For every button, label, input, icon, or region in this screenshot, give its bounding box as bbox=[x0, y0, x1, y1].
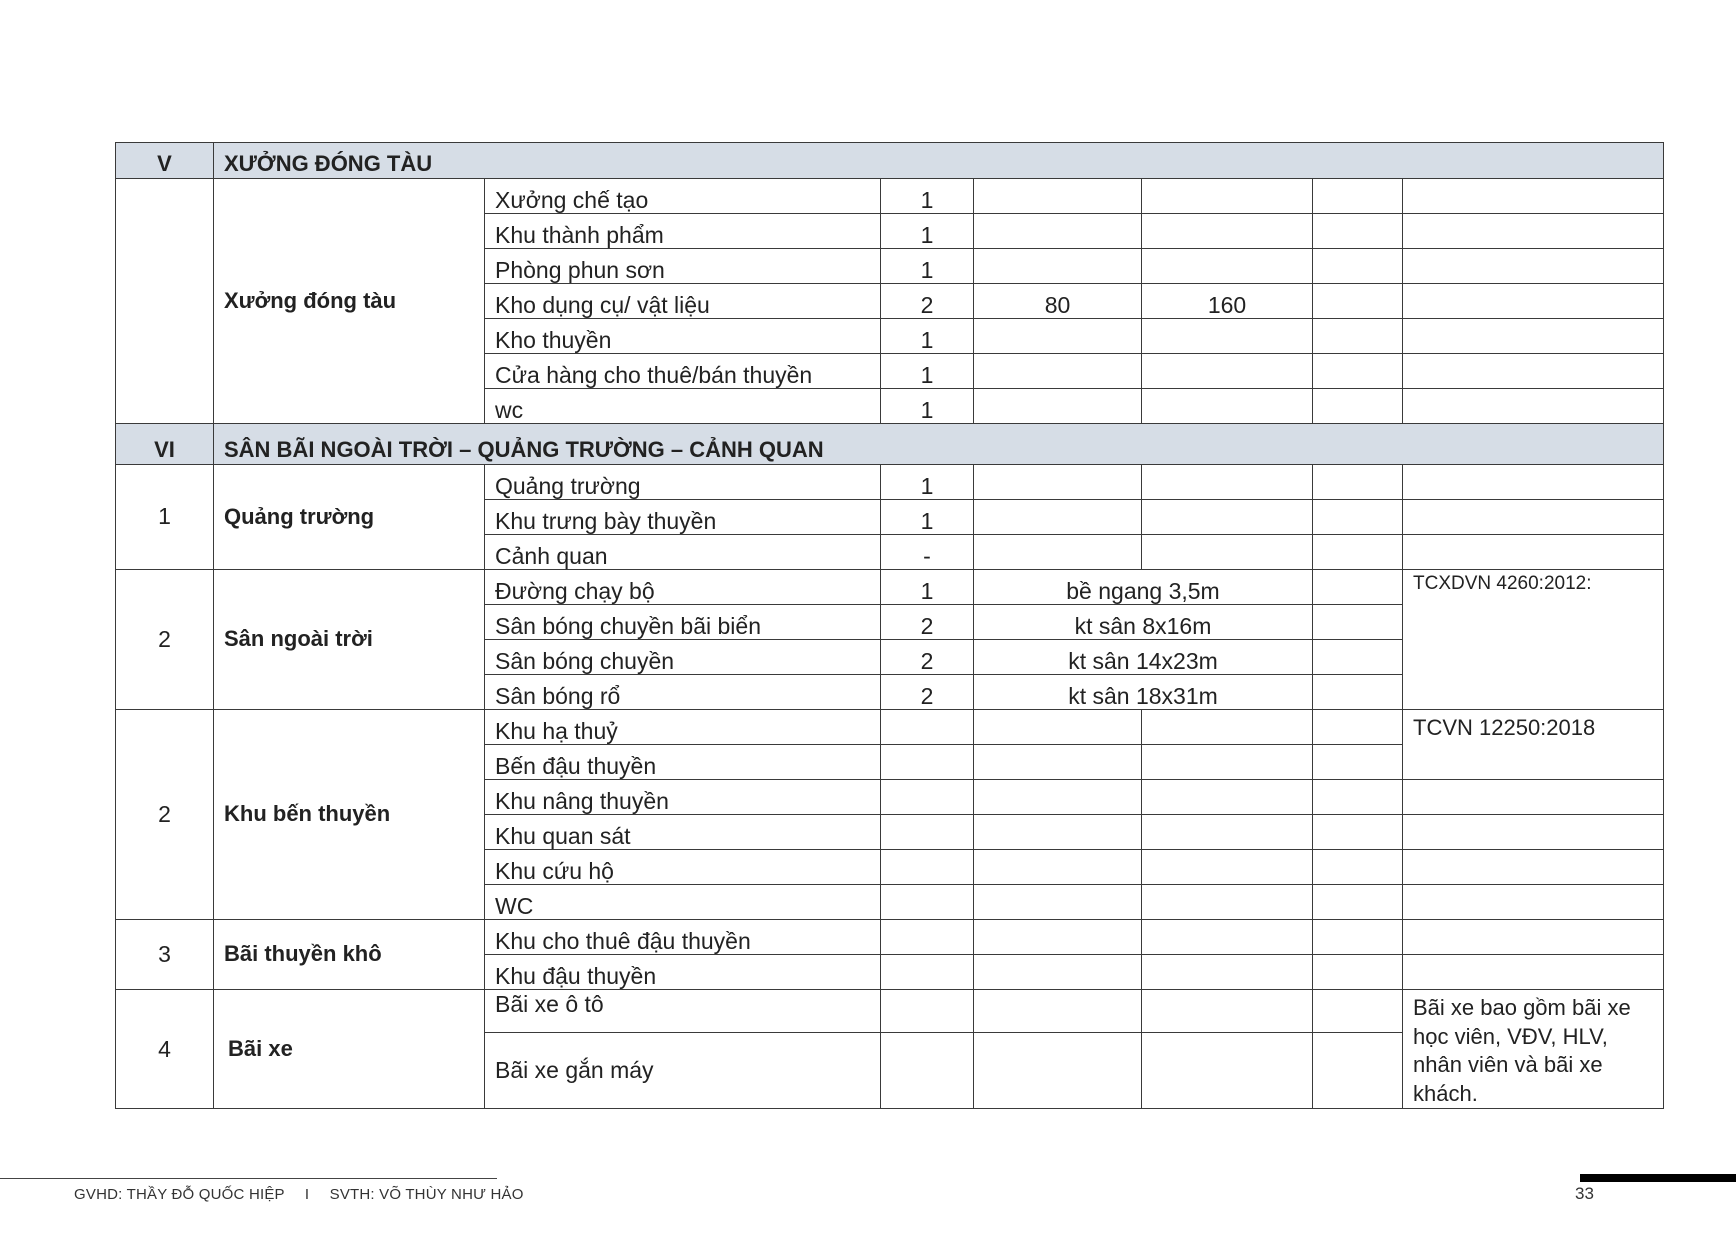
item-qty: 2 bbox=[881, 675, 974, 710]
item-note bbox=[1403, 319, 1664, 354]
footer-svth: SVTH: VÕ THÙY NHƯ HẢO bbox=[329, 1186, 524, 1203]
item-area bbox=[974, 179, 1142, 214]
item-area bbox=[974, 885, 1142, 920]
item-extra bbox=[1313, 249, 1403, 284]
item-area bbox=[974, 500, 1142, 535]
item-extra bbox=[1313, 500, 1403, 535]
item-note bbox=[1403, 389, 1664, 424]
item-total: 160 bbox=[1142, 284, 1313, 319]
item-area bbox=[974, 389, 1142, 424]
item-spec: kt sân 18x31m bbox=[974, 675, 1313, 710]
item-area bbox=[974, 745, 1142, 780]
item-spec: bề ngang 3,5m bbox=[974, 570, 1313, 605]
item-area: 80 bbox=[974, 284, 1142, 319]
item-name: Sân bóng chuyền bbox=[485, 640, 881, 675]
item-name: Khu cho thuê đậu thuyền bbox=[485, 920, 881, 955]
item-note bbox=[1403, 249, 1664, 284]
item-name: Sân bóng rổ bbox=[485, 675, 881, 710]
group-index: 4 bbox=[116, 990, 214, 1109]
group-note: TCVN 12250:2018 bbox=[1403, 710, 1664, 780]
item-extra bbox=[1313, 885, 1403, 920]
item-extra bbox=[1313, 214, 1403, 249]
item-name: Khu nâng thuyền bbox=[485, 780, 881, 815]
item-name: Xưởng chế tạo bbox=[485, 179, 881, 214]
item-extra bbox=[1313, 780, 1403, 815]
item-total bbox=[1142, 850, 1313, 885]
item-qty: 1 bbox=[881, 354, 974, 389]
item-name: Khu hạ thuỷ bbox=[485, 710, 881, 745]
table-row bbox=[116, 465, 1664, 500]
item-qty: 1 bbox=[881, 570, 974, 605]
group-index: 1 bbox=[116, 465, 214, 570]
item-total bbox=[1142, 500, 1313, 535]
item-area bbox=[974, 535, 1142, 570]
group-name: Xưởng đóng tàu bbox=[214, 179, 485, 424]
footer-separator: I bbox=[304, 1186, 310, 1203]
item-extra bbox=[1313, 920, 1403, 955]
item-name: Khu trưng bày thuyền bbox=[485, 500, 881, 535]
item-name: Khu cứu hộ bbox=[485, 850, 881, 885]
item-name: Phòng phun sơn bbox=[485, 249, 881, 284]
item-note bbox=[1403, 850, 1664, 885]
group-note: TCXDVN 4260:2012: bbox=[1403, 570, 1664, 710]
item-extra bbox=[1313, 535, 1403, 570]
item-qty bbox=[881, 920, 974, 955]
item-note bbox=[1403, 284, 1664, 319]
table-row bbox=[116, 179, 1664, 214]
item-qty bbox=[881, 885, 974, 920]
item-qty bbox=[881, 990, 974, 1033]
item-note bbox=[1403, 885, 1664, 920]
item-qty: 2 bbox=[881, 605, 974, 640]
item-extra bbox=[1313, 605, 1403, 640]
item-total bbox=[1142, 179, 1313, 214]
item-extra bbox=[1313, 745, 1403, 780]
item-name: WC bbox=[485, 885, 881, 920]
item-extra bbox=[1313, 850, 1403, 885]
item-qty: 1 bbox=[881, 465, 974, 500]
program-table bbox=[115, 142, 1664, 1109]
item-note bbox=[1403, 780, 1664, 815]
item-note bbox=[1403, 815, 1664, 850]
section-number: V bbox=[116, 143, 214, 179]
item-note bbox=[1403, 535, 1664, 570]
item-qty bbox=[881, 850, 974, 885]
item-name: Bến đậu thuyền bbox=[485, 745, 881, 780]
item-area bbox=[974, 214, 1142, 249]
item-total bbox=[1142, 249, 1313, 284]
item-area bbox=[974, 249, 1142, 284]
footer-gvhd: GVHD: THẦY ĐỖ QUỐC HIỆP bbox=[74, 1186, 285, 1203]
footer-rule bbox=[0, 1178, 497, 1179]
group-name: Bãi xe bbox=[214, 990, 485, 1109]
item-total bbox=[1142, 780, 1313, 815]
item-name: Bãi xe ô tô bbox=[485, 990, 881, 1033]
item-extra bbox=[1313, 1033, 1403, 1109]
group-index: 2 bbox=[116, 710, 214, 920]
item-total bbox=[1142, 710, 1313, 745]
item-area bbox=[974, 1033, 1142, 1109]
item-qty: 2 bbox=[881, 284, 974, 319]
group-index bbox=[116, 179, 214, 424]
item-extra bbox=[1313, 319, 1403, 354]
item-name: Quảng trường bbox=[485, 465, 881, 500]
item-area bbox=[974, 815, 1142, 850]
item-area bbox=[974, 955, 1142, 990]
item-note bbox=[1403, 465, 1664, 500]
group-index: 3 bbox=[116, 920, 214, 990]
item-area bbox=[974, 850, 1142, 885]
item-extra bbox=[1313, 955, 1403, 990]
group-name: Bãi thuyền khô bbox=[214, 920, 485, 990]
section-title: SÂN BÃI NGOÀI TRỜI – QUẢNG TRƯỜNG – CẢNH QUAN bbox=[214, 424, 1664, 465]
item-area bbox=[974, 710, 1142, 745]
item-note bbox=[1403, 955, 1664, 990]
item-extra bbox=[1313, 179, 1403, 214]
item-qty: 1 bbox=[881, 249, 974, 284]
group-name: Quảng trường bbox=[214, 465, 485, 570]
item-name: Kho thuyền bbox=[485, 319, 881, 354]
item-area bbox=[974, 319, 1142, 354]
item-note bbox=[1403, 354, 1664, 389]
item-name: wc bbox=[485, 389, 881, 424]
item-qty bbox=[881, 710, 974, 745]
section-number: VI bbox=[116, 424, 214, 465]
item-qty: 1 bbox=[881, 214, 974, 249]
item-name: Khu đậu thuyền bbox=[485, 955, 881, 990]
item-total bbox=[1142, 745, 1313, 780]
item-extra bbox=[1313, 354, 1403, 389]
item-qty bbox=[881, 780, 974, 815]
item-extra bbox=[1313, 675, 1403, 710]
item-spec: kt sân 8x16m bbox=[974, 605, 1313, 640]
page-number-bar bbox=[1580, 1174, 1736, 1182]
item-total bbox=[1142, 1033, 1313, 1109]
item-area bbox=[974, 990, 1142, 1033]
table-row bbox=[116, 920, 1664, 955]
item-area bbox=[974, 354, 1142, 389]
item-extra bbox=[1313, 284, 1403, 319]
item-extra bbox=[1313, 990, 1403, 1033]
item-qty: 2 bbox=[881, 640, 974, 675]
item-extra bbox=[1313, 710, 1403, 745]
item-total bbox=[1142, 955, 1313, 990]
item-qty bbox=[881, 1033, 974, 1109]
item-qty bbox=[881, 745, 974, 780]
item-name: Cảnh quan bbox=[485, 535, 881, 570]
item-name: Sân bóng chuyền bãi biển bbox=[485, 605, 881, 640]
section-title: XƯỞNG ĐÓNG TÀU bbox=[214, 143, 1664, 179]
group-index: 2 bbox=[116, 570, 214, 710]
item-total bbox=[1142, 990, 1313, 1033]
item-total bbox=[1142, 319, 1313, 354]
item-total bbox=[1142, 389, 1313, 424]
page-number: 33 bbox=[1575, 1184, 1594, 1203]
item-spec: kt sân 14x23m bbox=[974, 640, 1313, 675]
group-note: Bãi xe bao gồm bãi xe học viên, VĐV, HLV, nhân viên và bãi xe khách. bbox=[1403, 990, 1664, 1109]
item-qty: 1 bbox=[881, 179, 974, 214]
group-name: Sân ngoài trời bbox=[214, 570, 485, 710]
item-qty: 1 bbox=[881, 319, 974, 354]
item-extra bbox=[1313, 815, 1403, 850]
item-area bbox=[974, 465, 1142, 500]
table-row bbox=[116, 570, 1664, 605]
item-extra bbox=[1313, 570, 1403, 605]
item-qty bbox=[881, 815, 974, 850]
item-total bbox=[1142, 815, 1313, 850]
item-name: Bãi xe gắn máy bbox=[485, 1033, 881, 1109]
item-qty bbox=[881, 955, 974, 990]
table-row bbox=[116, 990, 1664, 1033]
section-header-row bbox=[116, 424, 1664, 465]
item-name: Khu quan sát bbox=[485, 815, 881, 850]
item-area bbox=[974, 920, 1142, 955]
item-note bbox=[1403, 214, 1664, 249]
item-note bbox=[1403, 179, 1664, 214]
section-header-row bbox=[116, 143, 1664, 179]
item-extra bbox=[1313, 389, 1403, 424]
item-name: Cửa hàng cho thuê/bán thuyền bbox=[485, 354, 881, 389]
item-extra bbox=[1313, 640, 1403, 675]
item-qty: - bbox=[881, 535, 974, 570]
item-total bbox=[1142, 354, 1313, 389]
item-note bbox=[1403, 920, 1664, 955]
item-qty: 1 bbox=[881, 389, 974, 424]
footer-text bbox=[74, 1186, 524, 1203]
item-total bbox=[1142, 920, 1313, 955]
item-name: Đường chạy bộ bbox=[485, 570, 881, 605]
item-total bbox=[1142, 465, 1313, 500]
item-area bbox=[974, 780, 1142, 815]
item-note bbox=[1403, 500, 1664, 535]
item-name: Kho dụng cụ/ vật liệu bbox=[485, 284, 881, 319]
item-name: Khu thành phẩm bbox=[485, 214, 881, 249]
item-extra bbox=[1313, 465, 1403, 500]
table-row bbox=[116, 710, 1664, 745]
item-qty: 1 bbox=[881, 500, 974, 535]
item-total bbox=[1142, 885, 1313, 920]
group-name: Khu bến thuyền bbox=[214, 710, 485, 920]
item-total bbox=[1142, 214, 1313, 249]
item-total bbox=[1142, 535, 1313, 570]
